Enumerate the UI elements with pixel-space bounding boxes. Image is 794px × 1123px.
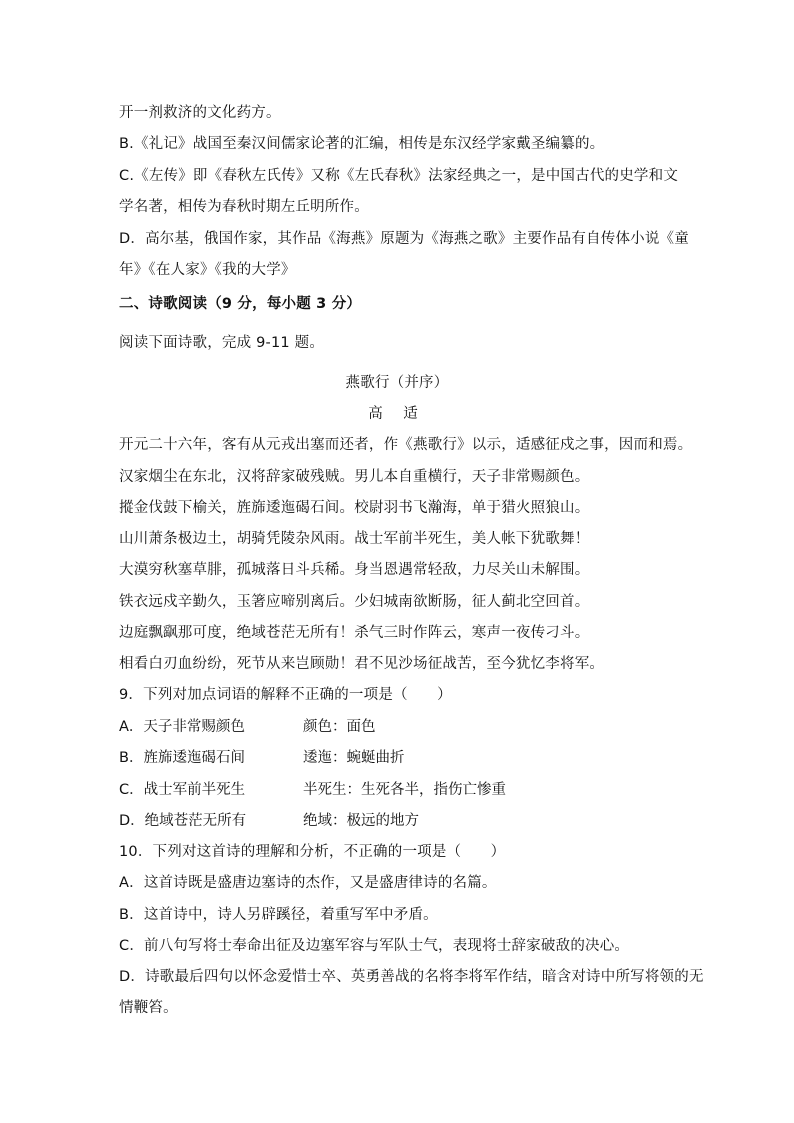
question-9-stem: 9．下列对加点词语的解释不正确的一项是（ ） xyxy=(119,687,452,703)
question-10-stem: 10．下列对这首诗的理解和分析，不正确的一项是（ ） xyxy=(119,844,506,860)
section-heading: 二、诗歌阅读（9 分，每小题 3 分） xyxy=(119,296,362,312)
option-b-line: B.《礼记》战国至秦汉间儒家论著的汇编，相传是东汉经学家戴圣编纂的。 xyxy=(119,136,605,152)
option-d-line-2: 年》《在人家》《我的大学》 xyxy=(119,262,296,278)
poem-line: 边庭飘飖那可度，绝域苍茫无所有！杀气三时作阵云，寒声一夜传刁斗。 xyxy=(119,625,590,641)
option-explanation: 半死生：生死各半，指伤亡惨重 xyxy=(303,782,506,798)
poem-line: 大漠穷秋塞草腓，孤城落日斗兵稀。身当恩遇常轻敌，力尽关山未解围。 xyxy=(119,562,590,578)
question-10-option-b: B．这首诗中，诗人另辟蹊径，着重写军中矛盾。 xyxy=(119,907,438,923)
option-c-line-1: C.《左传》即《春秋左氏传》又称《左氏春秋》法家经典之一，是中国古代的史学和文 xyxy=(119,168,679,184)
option-d-line-1: D．高尔基，俄国作家，其作品《海燕》原题为《海燕之歌》主要作品有自传体小说《童 xyxy=(119,231,689,247)
poem-line: 铁衣远戍辛勤久，玉箸应啼别离后。少妇城南欲断肠，征人蓟北空回首。 xyxy=(119,594,590,610)
question-9-option-a xyxy=(119,717,376,737)
poem-line: 相看白刃血纷纷，死节从来岂顾勋！君不见沙场征战苦，至今犹忆李将军。 xyxy=(119,656,605,672)
option-text: C．战士军前半死生 xyxy=(119,782,246,798)
question-9-option-d xyxy=(119,811,419,831)
option-explanation: 逶迤：蜿蜒曲折 xyxy=(303,750,405,766)
question-10-option-c: C．前八句写将士奉命出征及边塞军容与军队士气，表现将士辞家破敌的决心。 xyxy=(119,938,630,954)
option-c-line-2: 学名著，相传为春秋时期左丘明所作。 xyxy=(119,199,369,215)
poem-title: 燕歌行（并序） xyxy=(345,375,449,391)
option-text: D．绝域苍茫无所有 xyxy=(119,813,247,829)
option-explanation: 绝域：极远的地方 xyxy=(303,813,419,829)
poem-line: 山川萧条极边土，胡骑凭陵杂风雨。战士军前半死生，美人帐下犹歌舞！ xyxy=(119,531,590,547)
question-10-option-d-line-2: 情鞭笞。 xyxy=(119,1000,178,1016)
option-text: A．天子非常赐颜色 xyxy=(119,719,245,735)
poem-line: 摐金伐鼓下榆关，旌旆逶迤碣石间。校尉羽书飞瀚海，单于猎火照狼山。 xyxy=(119,500,590,516)
poem-author: 高 适 xyxy=(368,406,426,422)
question-10-option-d-line-1: D．诗歌最后四句以怀念爱惜士卒、英勇善战的名将李将军作结，暗含对诗中所写将领的无 xyxy=(119,969,704,985)
poem-line: 汉家烟尘在东北，汉将辞家破残贼。男儿本自重横行，天子非常赐颜色。 xyxy=(119,469,590,485)
question-9-option-c xyxy=(119,780,506,800)
question-9-option-b xyxy=(119,748,405,768)
intro-line-1: 开一剂救济的文化药方。 xyxy=(119,105,281,121)
option-text: B．旌旆逶迤碣石间 xyxy=(119,750,245,766)
question-10-option-a: A．这首诗既是盛唐边塞诗的杰作，又是盛唐律诗的名篇。 xyxy=(119,875,497,891)
section-instruction: 阅读下面诗歌，完成 9-11 题。 xyxy=(119,335,325,351)
poem-preface: 开元二十六年，客有从元戎出塞而还者，作《燕歌行》以示，适感征戍之事，因而和焉。 xyxy=(119,437,693,453)
option-explanation: 颜色：面色 xyxy=(303,719,376,735)
